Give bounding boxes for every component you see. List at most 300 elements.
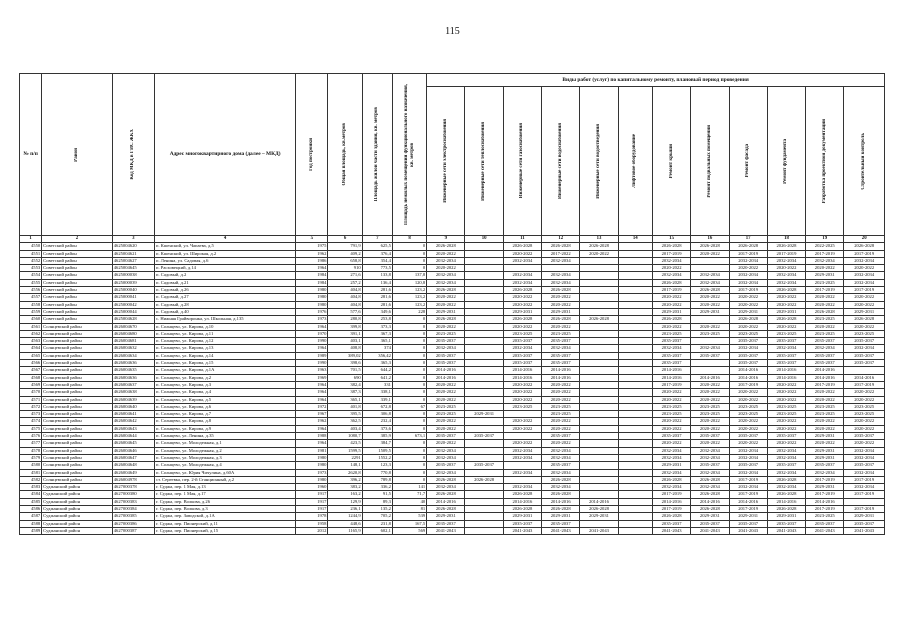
- table-cell: 2014-2016: [806, 374, 844, 381]
- table-cell: п. Расховецкий, д.14: [155, 265, 296, 272]
- table-cell: 2026-2028: [652, 316, 690, 323]
- table-cell: 2032-2034: [844, 454, 885, 461]
- table-cell: 2032-2034: [542, 345, 580, 352]
- table-cell: 2032-2034: [691, 447, 729, 454]
- table-cell: 2041-2043: [844, 527, 885, 534]
- table-cell: 2023-2025: [729, 330, 767, 337]
- table-cell: 1981: [296, 447, 328, 454]
- table-cell: 644,2: [362, 367, 392, 374]
- table-cell: 2026-2028: [427, 476, 465, 483]
- table-cell: 2026-2028: [767, 243, 805, 250]
- table-cell: п. Садовый, д.26: [155, 287, 296, 294]
- table-cell: 0: [392, 250, 426, 257]
- table-cell: 705,2: [362, 513, 392, 520]
- table-cell: 2020-2022: [767, 323, 805, 330]
- table-cell: 4627000383: [112, 498, 154, 505]
- table-cell: Солнцевский район: [42, 367, 113, 374]
- table-cell: 2035-2037: [767, 520, 805, 527]
- table-cell: [618, 279, 652, 286]
- table-cell: 2017-2022: [542, 250, 580, 257]
- table-row: [20, 418, 885, 425]
- column-number: 13: [580, 236, 618, 243]
- table-cell: 2020-2022: [767, 294, 805, 301]
- column-number: 4: [155, 236, 296, 243]
- table-cell: [580, 279, 618, 286]
- column-header: [20, 74, 42, 236]
- table-cell: 2014-2016: [580, 498, 618, 505]
- table-cell: 2035-2037: [806, 338, 844, 345]
- table-cell: 2026-2028: [503, 505, 541, 512]
- table-cell: [542, 265, 580, 272]
- table-cell: 281,6: [362, 287, 392, 294]
- table-cell: 2620,8: [328, 469, 362, 476]
- table-cell: 1980: [296, 287, 328, 294]
- table-cell: 2017-2019: [844, 476, 885, 483]
- table-cell: п. Солнцево, ул. Кирова, д.8: [155, 418, 296, 425]
- table-cell: 2035-2037: [691, 433, 729, 440]
- table-cell: 773,5: [362, 265, 392, 272]
- table-cell: 0: [392, 265, 426, 272]
- table-cell: 2017-2019: [844, 250, 885, 257]
- table-cell: Советский район: [42, 257, 113, 264]
- table-cell: 2041-2043: [806, 527, 844, 534]
- table-cell: п. Солнцево, ул. Кирова, д.2: [155, 374, 296, 381]
- table-cell: [580, 287, 618, 294]
- table-cell: 625,5: [362, 243, 392, 250]
- table-cell: 2022-2025: [806, 243, 844, 250]
- table-cell: 2020-2022: [767, 381, 805, 388]
- table-cell: 2041-2043: [691, 527, 729, 534]
- table-cell: 2032-2034: [729, 279, 767, 286]
- column-header: [392, 74, 426, 236]
- table-cell: 67: [392, 403, 426, 410]
- table-cell: 4557: [20, 294, 42, 301]
- table-cell: 141: [392, 484, 426, 491]
- table-cell: [503, 462, 541, 469]
- table-cell: п. Ленина, ул. Садовая, д.6: [155, 257, 296, 264]
- table-cell: ст. Сереевка, пер. 2-й Станционный, д.2: [155, 476, 296, 483]
- table-cell: 4583: [20, 484, 42, 491]
- table-cell: 2014-2016: [729, 367, 767, 374]
- table-cell: [465, 330, 503, 337]
- table-cell: 2035-2037: [767, 338, 805, 345]
- table-cell: 2032-2034: [427, 257, 465, 264]
- table-cell: 4626004637: [112, 381, 154, 388]
- table-cell: 4627000385: [112, 513, 154, 520]
- table-cell: Суджанский район: [42, 520, 113, 527]
- table-cell: 2020-2022: [691, 381, 729, 388]
- table-cell: 2032-2034: [767, 257, 805, 264]
- table-cell: г. Суджа, пер. Волкова, д.3: [155, 505, 296, 512]
- table-cell: 2032-2034: [503, 257, 541, 264]
- table-cell: 2017-2019: [806, 491, 844, 498]
- table-cell: 2026-2028: [729, 316, 767, 323]
- table-cell: 0: [392, 476, 426, 483]
- table-cell: [691, 316, 729, 323]
- table-cell: 2020-2022: [503, 440, 541, 447]
- table-cell: 2017-2019: [844, 287, 885, 294]
- column-header-label: Ремонт фундамента: [783, 138, 789, 184]
- table-cell: 2020-2022: [844, 294, 885, 301]
- table-cell: [465, 360, 503, 367]
- table-cell: Советский район: [42, 287, 113, 294]
- table-cell: 1964: [296, 389, 328, 396]
- table-cell: 4554: [20, 272, 42, 279]
- table-cell: 2035-2037: [767, 360, 805, 367]
- column-header: [618, 87, 652, 236]
- table-cell: 2032-2034: [691, 272, 729, 279]
- table-cell: 2035-2037: [542, 433, 580, 440]
- table-cell: [580, 403, 618, 410]
- table-cell: 163,2: [328, 491, 362, 498]
- table-cell: 129,9: [328, 498, 362, 505]
- table-cell: 2020-2022: [691, 301, 729, 308]
- table-cell: 4626004640: [112, 403, 154, 410]
- table-cell: 2017-2019: [729, 491, 767, 498]
- table-cell: 2035-2037: [767, 352, 805, 359]
- table-cell: 2032-2034: [427, 484, 465, 491]
- table-cell: 404,8: [328, 287, 362, 294]
- table-cell: 2035-2037: [542, 520, 580, 527]
- table-cell: [618, 243, 652, 250]
- table-cell: 2032-2034: [652, 345, 690, 352]
- table-cell: 2026-2028: [580, 243, 618, 250]
- table-cell: [580, 425, 618, 432]
- table-cell: 4551: [20, 250, 42, 257]
- table-cell: 2035-2037: [542, 360, 580, 367]
- table-cell: 1509,5: [362, 447, 392, 454]
- table-cell: 2032-2034: [844, 469, 885, 476]
- table-row: [20, 469, 885, 476]
- table-cell: 236,1: [328, 505, 362, 512]
- table-cell: 2020-2022: [844, 323, 885, 330]
- table-cell: 2023-2025: [767, 411, 805, 418]
- table-cell: [580, 381, 618, 388]
- table-cell: [465, 491, 503, 498]
- table-cell: 2020-2022: [767, 418, 805, 425]
- table-cell: Солнцевский район: [42, 374, 113, 381]
- table-cell: 2035-2037: [844, 338, 885, 345]
- table-cell: [465, 257, 503, 264]
- table-cell: [580, 491, 618, 498]
- table-row: [20, 476, 885, 483]
- table-cell: 408,8: [328, 345, 362, 352]
- table-cell: 2023-2025: [503, 330, 541, 337]
- table-cell: [580, 338, 618, 345]
- table-cell: [465, 389, 503, 396]
- table-cell: п. Кшенский, ул. Широкая, д.2: [155, 250, 296, 257]
- table-cell: [465, 454, 503, 461]
- table-cell: 4552: [20, 257, 42, 264]
- table-cell: Солнцевский район: [42, 469, 113, 476]
- table-cell: 2020-2022: [691, 389, 729, 396]
- table-cell: 2029-2031: [503, 513, 541, 520]
- table-cell: 2014-2016: [806, 367, 844, 374]
- table-cell: 2017-2019: [729, 250, 767, 257]
- table-cell: 136,4: [362, 279, 392, 286]
- table-cell: 2023-2025: [806, 513, 844, 520]
- table-cell: 2026-2028: [767, 491, 805, 498]
- table-cell: 2032-2034: [542, 454, 580, 461]
- table-cell: [618, 294, 652, 301]
- table-cell: Солнцевский район: [42, 476, 113, 483]
- table-cell: 1978: [296, 513, 328, 520]
- table-cell: 81: [392, 505, 426, 512]
- table-cell: 4550: [20, 243, 42, 250]
- table-cell: 2023-2025: [652, 411, 690, 418]
- table-cell: 2023-2025: [503, 403, 541, 410]
- table-cell: 2014-2016: [503, 367, 541, 374]
- table-cell: 2020-2022: [729, 396, 767, 403]
- table-cell: г. Суджа, пер. 1 Мая, д.13: [155, 484, 296, 491]
- table-cell: 0: [392, 316, 426, 323]
- table-cell: [465, 520, 503, 527]
- table-cell: 690: [328, 374, 362, 381]
- table-cell: 2026-2028: [767, 287, 805, 294]
- table-cell: 4587: [20, 513, 42, 520]
- table-cell: 4627000386: [112, 520, 154, 527]
- table-cell: 2020-2022: [767, 396, 805, 403]
- table-cell: [580, 265, 618, 272]
- table-cell: 2020-2022: [844, 301, 885, 308]
- table-cell: [618, 505, 652, 512]
- table-cell: 2020-2022: [427, 301, 465, 308]
- table-cell: [580, 411, 618, 418]
- table-cell: 673,1: [392, 433, 426, 440]
- table-cell: 2035-2037: [729, 462, 767, 469]
- table-cell: 2020-2022: [806, 396, 844, 403]
- table-cell: 2035-2037: [806, 462, 844, 469]
- table-cell: 2020-2022: [844, 418, 885, 425]
- table-cell: 1958: [296, 520, 328, 527]
- table-cell: [580, 447, 618, 454]
- table-cell: 374: [362, 345, 392, 352]
- table-cell: 2032-2034: [427, 279, 465, 286]
- table-cell: 2020-2022: [503, 418, 541, 425]
- table-cell: 0: [392, 352, 426, 359]
- table-cell: 4626004680: [112, 330, 154, 337]
- table-cell: 2020-2022: [503, 323, 541, 330]
- column-header: [155, 74, 296, 236]
- table-cell: п. Солнцево, ул. Ленина, д.35: [155, 433, 296, 440]
- table-cell: 2014-2016: [427, 367, 465, 374]
- table-cell: 2017-2019: [844, 505, 885, 512]
- table-cell: п. Солнцево, ул. Молодежная, д.1: [155, 440, 296, 447]
- table-cell: 71,7: [392, 491, 426, 498]
- table-cell: [618, 418, 652, 425]
- column-number: 7: [362, 236, 392, 243]
- table-cell: 2032-2034: [691, 469, 729, 476]
- table-cell: 2020-2022: [542, 396, 580, 403]
- table-cell: 2035-2037: [729, 360, 767, 367]
- table-cell: 2026-2028: [580, 505, 618, 512]
- table-cell: 349,6: [362, 308, 392, 315]
- table-cell: [465, 527, 503, 534]
- column-number: 3: [112, 236, 154, 243]
- table-row: [20, 250, 885, 257]
- table-cell: 2023-2025: [844, 403, 885, 410]
- table-cell: 2020-2022: [806, 389, 844, 396]
- table-cell: 1990: [296, 338, 328, 345]
- table-cell: 1989: [296, 352, 328, 359]
- table-cell: 0: [392, 374, 426, 381]
- table-cell: 2020-2022: [652, 323, 690, 330]
- table-cell: Солнцевский район: [42, 425, 113, 432]
- table-cell: 2023-2025: [767, 330, 805, 337]
- table-cell: п. Садовый, д.27: [155, 294, 296, 301]
- column-header: [806, 87, 844, 236]
- table-cell: 2020-2022: [767, 389, 805, 396]
- table-cell: 2029-2031: [691, 308, 729, 315]
- table-row: [20, 389, 885, 396]
- column-number: 20: [844, 236, 885, 243]
- table-cell: 2026-2028: [542, 491, 580, 498]
- table-cell: 2029-2031: [806, 484, 844, 491]
- column-number: 18: [767, 236, 805, 243]
- table-cell: 2020-2022: [652, 418, 690, 425]
- table-cell: 4560: [20, 316, 42, 323]
- table-row: [20, 433, 885, 440]
- table-cell: 2017-2019: [767, 250, 805, 257]
- table-cell: 2026-2028: [767, 476, 805, 483]
- table-cell: 2023-2025: [652, 403, 690, 410]
- table-cell: 2029-2031: [844, 513, 885, 520]
- table-cell: 4626004647: [112, 454, 154, 461]
- table-cell: 4559: [20, 308, 42, 315]
- table-cell: 2026-2028: [503, 491, 541, 498]
- table-cell: 2035-2037: [503, 338, 541, 345]
- table-cell: [465, 447, 503, 454]
- table-cell: 2020-2022: [844, 265, 885, 272]
- table-cell: [580, 396, 618, 403]
- table-cell: 1972: [296, 403, 328, 410]
- table-cell: 2020-2022: [767, 301, 805, 308]
- table-cell: 2020-2022: [767, 265, 805, 272]
- table-cell: 4626004978: [112, 476, 154, 483]
- table-cell: 2029-2031: [691, 513, 729, 520]
- table-cell: [618, 403, 652, 410]
- table-cell: [503, 476, 541, 483]
- table-cell: 373,6: [362, 425, 392, 432]
- table-row: [20, 338, 885, 345]
- table-cell: [580, 484, 618, 491]
- table-cell: 2032-2034: [844, 279, 885, 286]
- table-cell: 1165,9: [328, 527, 362, 534]
- table-cell: 2026-2028: [503, 243, 541, 250]
- table-cell: 1990: [296, 360, 328, 367]
- table-cell: 4574: [20, 418, 42, 425]
- table-cell: [465, 272, 503, 279]
- table-cell: с. Нижняя Грайворонка, ул. Школьная, д.135: [155, 316, 296, 323]
- column-number: 17: [729, 236, 767, 243]
- table-cell: [503, 433, 541, 440]
- column-header: [652, 87, 690, 236]
- table-cell: Советский район: [42, 308, 113, 315]
- table-cell: [618, 447, 652, 454]
- table-cell: 4572: [20, 403, 42, 410]
- table-cell: п. Солнцево, ул. Молодежная, д.2: [155, 447, 296, 454]
- table-cell: [618, 265, 652, 272]
- table-cell: [618, 498, 652, 505]
- table-cell: 4626004645: [112, 440, 154, 447]
- table-cell: 2020-2022: [844, 425, 885, 432]
- table-cell: [465, 469, 503, 476]
- table-row: [20, 411, 885, 418]
- table-cell: Солнцевский район: [42, 381, 113, 388]
- column-header: [296, 74, 328, 236]
- table-cell: 2020-2022: [844, 440, 885, 447]
- table-cell: [580, 476, 618, 483]
- table-cell: 2020-2022: [427, 265, 465, 272]
- table-cell: [618, 381, 652, 388]
- table-cell: 1964: [296, 440, 328, 447]
- table-cell: п. Солнцево, ул. Кирова, д.5: [155, 396, 296, 403]
- table-cell: 2020-2022: [503, 294, 541, 301]
- table-cell: 2032-2034: [729, 257, 767, 264]
- table-cell: [618, 367, 652, 374]
- table-cell: 383,2: [328, 484, 362, 491]
- table-cell: 2035-2037: [542, 462, 580, 469]
- table-cell: 789,8: [362, 476, 392, 483]
- table-cell: 2035-2037: [729, 338, 767, 345]
- table-cell: 2023-2025: [691, 403, 729, 410]
- table-cell: 770,8: [362, 469, 392, 476]
- column-header-label: Район: [73, 147, 79, 162]
- table-cell: 2029-2031: [806, 272, 844, 279]
- table-cell: 2029-2031: [542, 308, 580, 315]
- table-cell: 2023-2025: [691, 411, 729, 418]
- column-number: 15: [652, 236, 690, 243]
- table-cell: 2032-2034: [767, 447, 805, 454]
- table-cell: 2020-2022: [691, 396, 729, 403]
- table-cell: 2014-2016: [542, 367, 580, 374]
- table-cell: 2014-2016: [844, 374, 885, 381]
- table-cell: [618, 316, 652, 323]
- table-cell: 2020-2022: [503, 250, 541, 257]
- table-cell: 791,9: [328, 243, 362, 250]
- table-cell: 2032-2034: [844, 484, 885, 491]
- table-cell: 4578: [20, 447, 42, 454]
- table-cell: [691, 265, 729, 272]
- table-cell: [618, 338, 652, 345]
- table-cell: 2026-2028: [844, 243, 885, 250]
- table-cell: 354,4: [362, 257, 392, 264]
- table-cell: [844, 498, 885, 505]
- table-cell: 2020-2022: [729, 440, 767, 447]
- column-header: [112, 74, 154, 236]
- table-cell: [580, 454, 618, 461]
- table-cell: 2032-2034: [652, 454, 690, 461]
- table-cell: [465, 440, 503, 447]
- table-cell: 367,3: [362, 330, 392, 337]
- table-cell: 1964: [296, 345, 328, 352]
- table-cell: 2029-2031: [427, 308, 465, 315]
- table-cell: 2026-2028: [503, 316, 541, 323]
- table-cell: 306,8: [362, 411, 392, 418]
- table-cell: 365,1: [328, 396, 362, 403]
- table-cell: [465, 287, 503, 294]
- table-cell: п. Садовый, д.2: [155, 272, 296, 279]
- column-header: [542, 87, 580, 236]
- table-cell: 2029-2031: [767, 308, 805, 315]
- table-cell: 4577: [20, 440, 42, 447]
- table-cell: 387,3: [328, 389, 362, 396]
- table-row: [20, 484, 885, 491]
- table-cell: 2035-2037: [691, 352, 729, 359]
- table-cell: [580, 520, 618, 527]
- table-cell: 2020-2022: [691, 425, 729, 432]
- table-cell: 2035-2037: [542, 352, 580, 359]
